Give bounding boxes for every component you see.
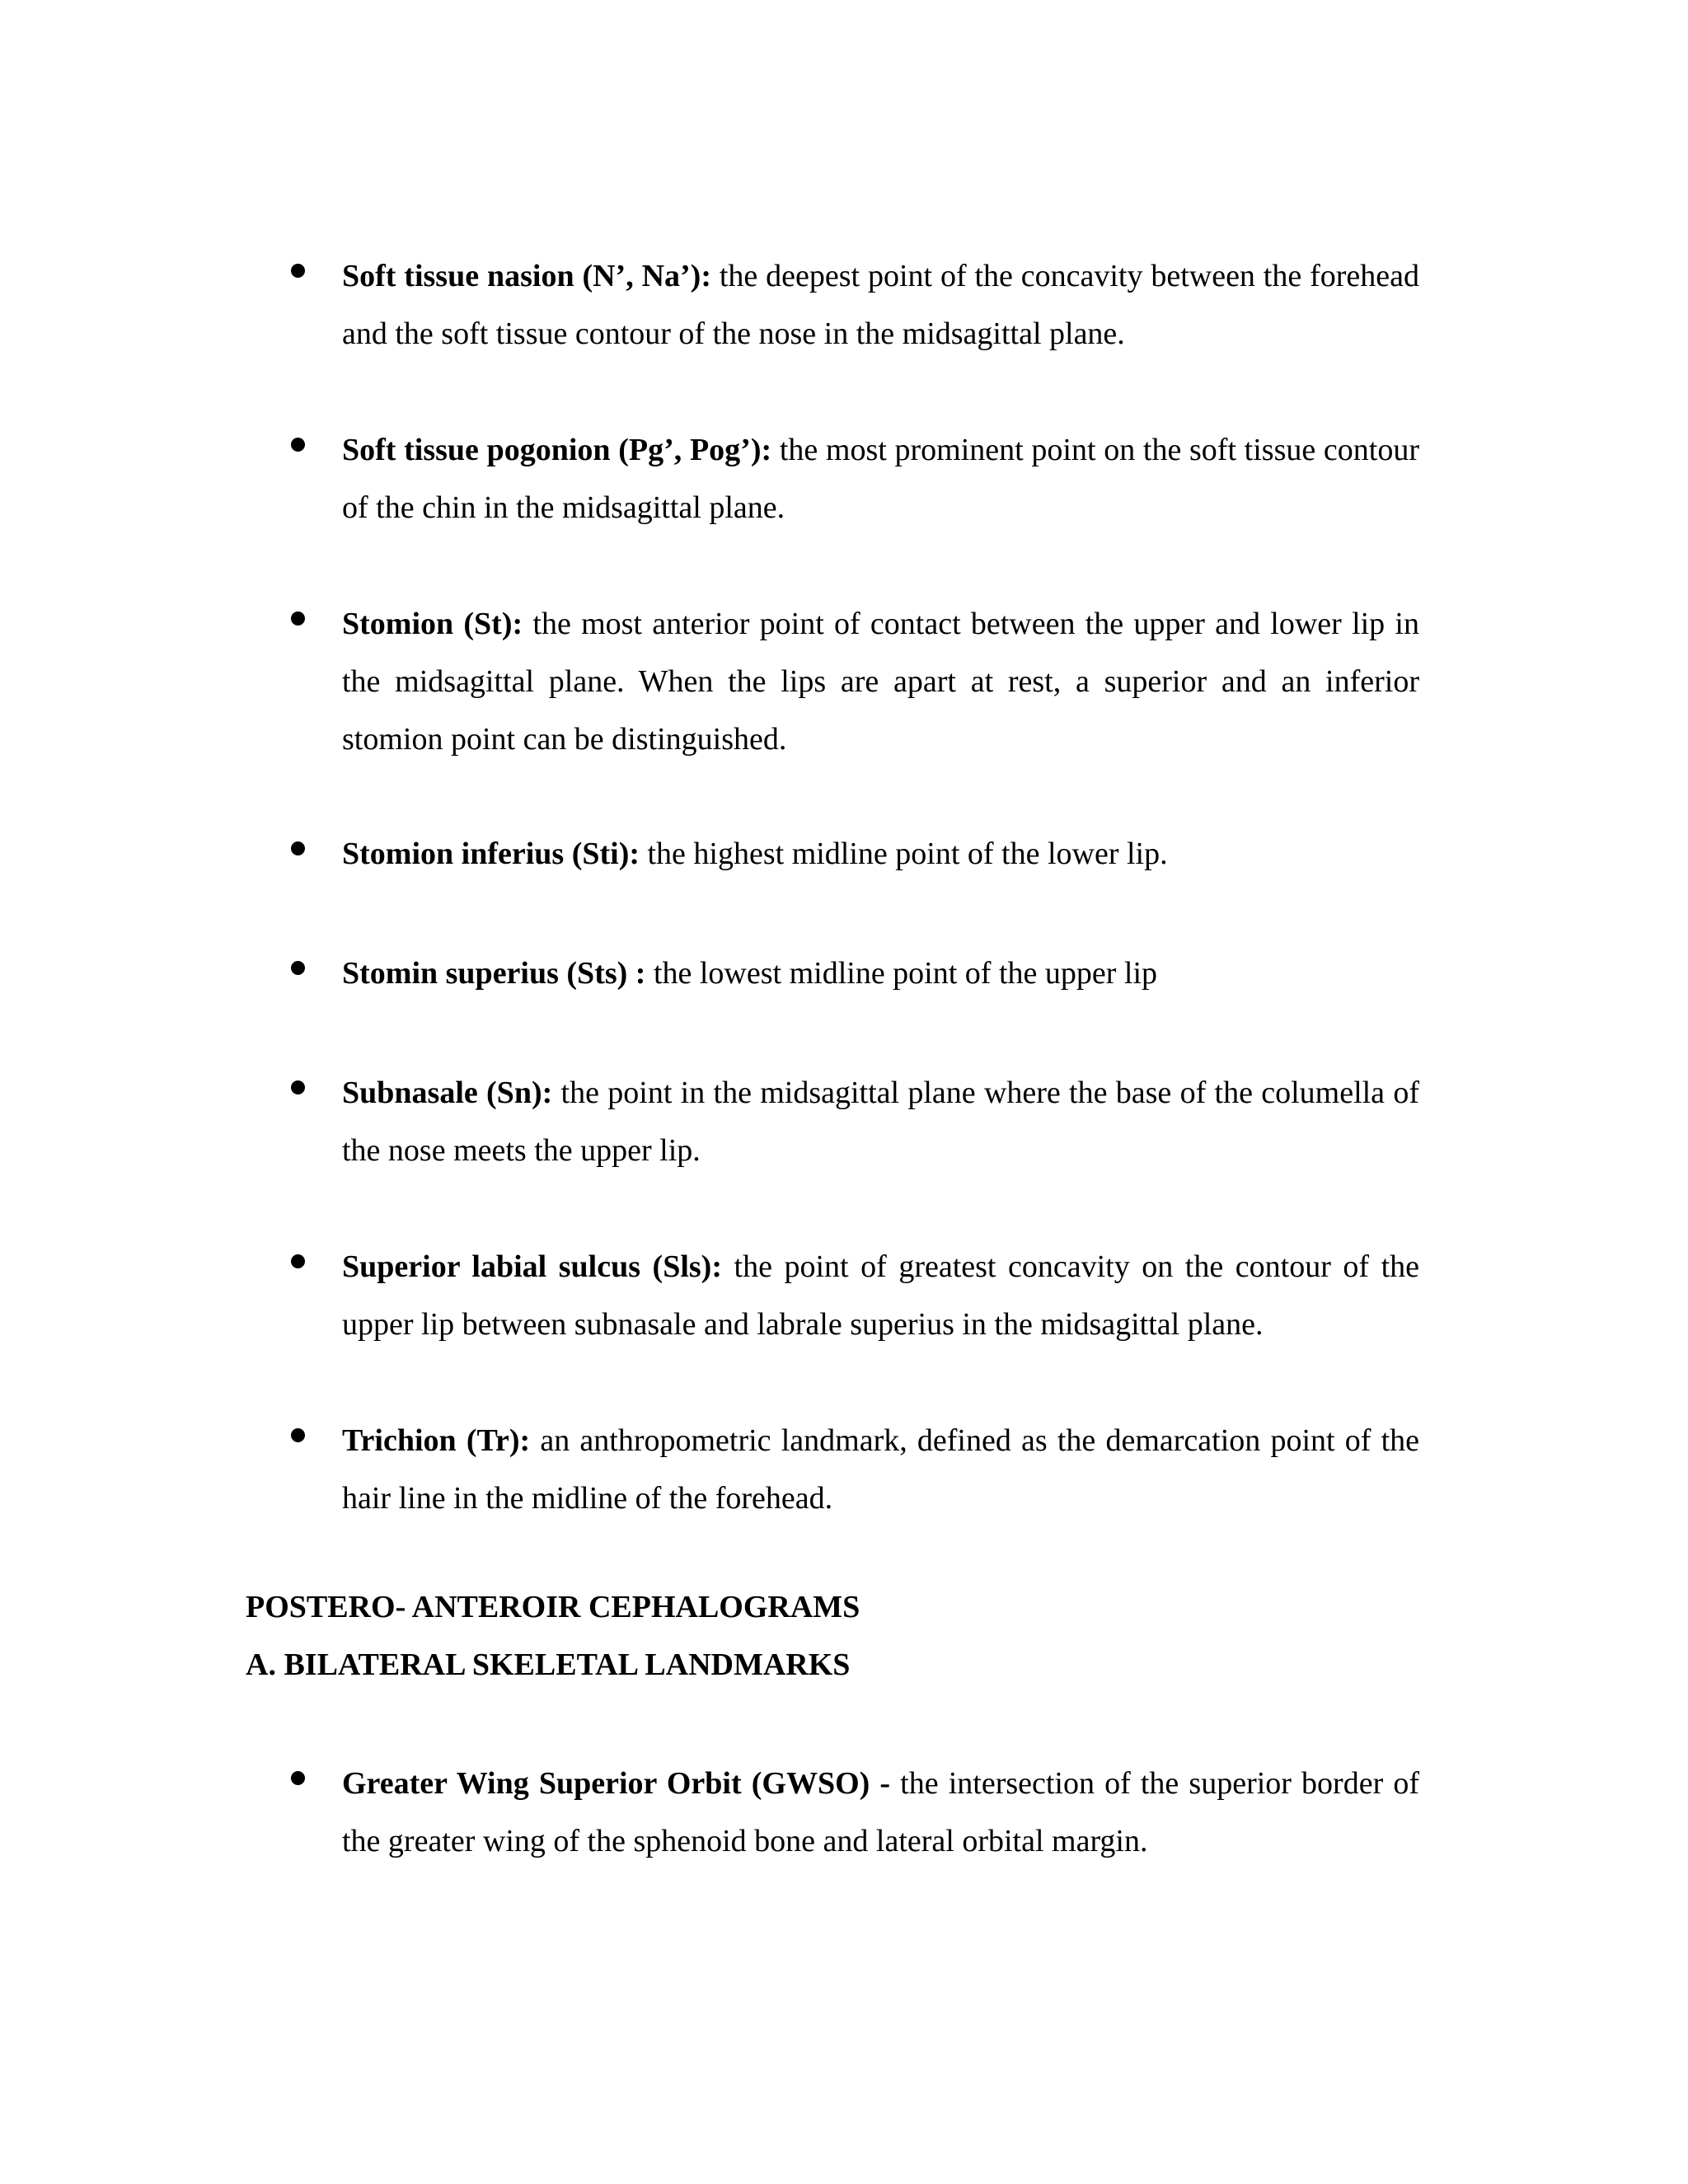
definition: the point of greatest concavity on the contour of the upper lip between subnasale and labrale superius in the midsagittal plane.: [342, 1249, 1419, 1342]
list-item-text: [342, 1238, 1419, 1353]
term: Soft tissue nasion (N’, Na’):: [342, 259, 711, 293]
term: Superior labial sulcus (Sls):: [342, 1249, 722, 1284]
bullet-icon: [291, 612, 305, 626]
term: Stomin superius (Sts) :: [342, 956, 646, 991]
definition: the most prominent point on the soft tissue contour of the chin in the midsagittal plane.: [342, 433, 1420, 525]
list-item-text: [342, 421, 1419, 537]
list-item-text: [342, 1755, 1419, 1870]
term: Subnasale (Sn):: [342, 1076, 553, 1110]
list-item-text: [342, 247, 1419, 363]
definition: the most anterior point of contact between the upper and lower lip in the midsagittal plane. When the lips are apart at rest, a superior and an inferior stomion point can be distinguished.: [342, 607, 1419, 757]
definition: the deepest point of the concavity between the forehead and the soft tissue contour of the nose in the midsagittal plane.: [342, 259, 1419, 351]
list-item-text: [342, 1064, 1419, 1179]
term: Soft tissue pogonion (Pg’, Pog’):: [342, 433, 772, 467]
bullet-icon: [291, 1428, 305, 1442]
term: Stomion (St):: [342, 607, 523, 641]
bullet-icon: [291, 1254, 305, 1268]
definition: the point in the midsagittal plane where the base of the columella of the nose meets the upper lip.: [342, 1076, 1419, 1168]
definition: the lowest midline point of the upper lip: [645, 956, 1158, 991]
bullet-icon: [291, 1771, 305, 1785]
definition: the intersection of the superior border of the greater wing of the sphenoid bone and lateral orbital margin.: [342, 1766, 1419, 1858]
subsection-heading: A. BILATERAL SKELETAL LANDMARKS: [246, 1647, 851, 1682]
list-item-text: [342, 944, 1419, 1002]
definition: the highest midline point of the lower lip.: [640, 837, 1168, 871]
bullet-icon: [291, 438, 305, 452]
list-item-text: [342, 825, 1419, 883]
definition: an anthropometric landmark, defined as the demarcation point of the hair line in the midline of the forehead.: [342, 1423, 1420, 1516]
term: Trichion (Tr):: [342, 1423, 531, 1458]
list-item-text: [342, 1412, 1419, 1527]
term: Stomion inferius (Sti):: [342, 837, 640, 871]
bullet-icon: [291, 961, 305, 975]
section-heading: POSTERO- ANTEROIR CEPHALOGRAMS: [246, 1590, 860, 1624]
term: Greater Wing Superior Orbit (GWSO) -: [342, 1766, 891, 1801]
bullet-icon: [291, 1080, 305, 1094]
bullet-icon: [291, 841, 305, 855]
list-item-text: [342, 595, 1419, 768]
bullet-icon: [291, 264, 305, 278]
